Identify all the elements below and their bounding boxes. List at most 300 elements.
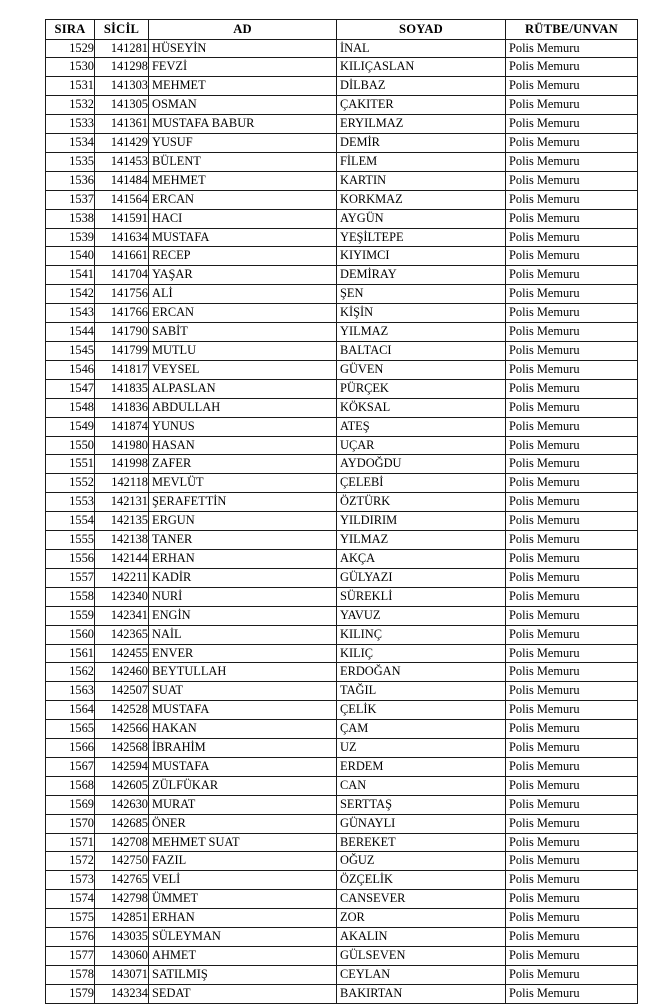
cell-soyad: ZOR: [337, 909, 506, 928]
table-row: [46, 455, 638, 474]
cell-rutbe: Polis Memuru: [506, 984, 638, 1003]
cell-soyad: YAVUZ: [337, 606, 506, 625]
cell-sicil: 142851: [95, 909, 149, 928]
cell-sicil: 143035: [95, 928, 149, 947]
column-header-rutbe: RÜTBE/UNVAN: [506, 20, 638, 40]
table-row: [46, 833, 638, 852]
cell-sicil: 141799: [95, 342, 149, 361]
cell-ad: ÜMMET: [149, 890, 337, 909]
cell-sicil: 142455: [95, 644, 149, 663]
table-row: [46, 77, 638, 96]
cell-sira: 1557: [46, 568, 95, 587]
cell-sira: 1572: [46, 852, 95, 871]
cell-sira: 1577: [46, 947, 95, 966]
cell-ad: VEYSEL: [149, 360, 337, 379]
cell-sira: 1552: [46, 474, 95, 493]
cell-rutbe: Polis Memuru: [506, 739, 638, 758]
cell-sicil: 142460: [95, 663, 149, 682]
table-row: [46, 587, 638, 606]
cell-soyad: ÖZTÜRK: [337, 493, 506, 512]
cell-sicil: 142507: [95, 682, 149, 701]
cell-soyad: ERYILMAZ: [337, 115, 506, 134]
cell-ad: MUTLU: [149, 342, 337, 361]
cell-soyad: BALTACI: [337, 342, 506, 361]
table-row: [46, 644, 638, 663]
cell-soyad: GÜVEN: [337, 360, 506, 379]
cell-ad: MEVLÜT: [149, 474, 337, 493]
table-row: [46, 58, 638, 77]
table-row: [46, 39, 638, 58]
cell-rutbe: Polis Memuru: [506, 890, 638, 909]
cell-soyad: GÜLSEVEN: [337, 947, 506, 966]
cell-sira: 1530: [46, 58, 95, 77]
cell-rutbe: Polis Memuru: [506, 871, 638, 890]
cell-sicil: 142341: [95, 606, 149, 625]
cell-rutbe: Polis Memuru: [506, 757, 638, 776]
table-row: [46, 360, 638, 379]
cell-rutbe: Polis Memuru: [506, 171, 638, 190]
cell-sicil: 142568: [95, 739, 149, 758]
cell-sira: 1564: [46, 701, 95, 720]
cell-sicil: 142118: [95, 474, 149, 493]
cell-sira: 1569: [46, 795, 95, 814]
cell-soyad: KARTIN: [337, 171, 506, 190]
cell-sira: 1567: [46, 757, 95, 776]
cell-rutbe: Polis Memuru: [506, 682, 638, 701]
table-row: [46, 493, 638, 512]
cell-soyad: PÜRÇEK: [337, 379, 506, 398]
cell-ad: ALPASLAN: [149, 379, 337, 398]
table-row: [46, 152, 638, 171]
cell-rutbe: Polis Memuru: [506, 152, 638, 171]
cell-sicil: 141836: [95, 398, 149, 417]
cell-sira: 1534: [46, 134, 95, 153]
cell-sira: 1579: [46, 984, 95, 1003]
cell-sicil: 142750: [95, 852, 149, 871]
cell-rutbe: Polis Memuru: [506, 947, 638, 966]
table-row: [46, 568, 638, 587]
cell-soyad: BEREKET: [337, 833, 506, 852]
table-row: [46, 795, 638, 814]
cell-ad: KADİR: [149, 568, 337, 587]
cell-ad: AHMET: [149, 947, 337, 966]
cell-sicil: 141817: [95, 360, 149, 379]
cell-ad: MURAT: [149, 795, 337, 814]
cell-rutbe: Polis Memuru: [506, 266, 638, 285]
table-row: [46, 606, 638, 625]
cell-ad: MEHMET: [149, 77, 337, 96]
cell-sicil: 141298: [95, 58, 149, 77]
cell-ad: MEHMET SUAT: [149, 833, 337, 852]
cell-rutbe: Polis Memuru: [506, 852, 638, 871]
cell-rutbe: Polis Memuru: [506, 928, 638, 947]
cell-sira: 1544: [46, 323, 95, 342]
cell-sira: 1543: [46, 304, 95, 323]
table-row: [46, 115, 638, 134]
cell-ad: MUSTAFA: [149, 228, 337, 247]
table-row: [46, 531, 638, 550]
document-page: [45, 19, 637, 1004]
table-row: [46, 304, 638, 323]
cell-soyad: DİLBAZ: [337, 77, 506, 96]
cell-ad: HASAN: [149, 436, 337, 455]
cell-ad: HÜSEYİN: [149, 39, 337, 58]
cell-ad: HACI: [149, 209, 337, 228]
cell-sira: 1554: [46, 512, 95, 531]
cell-sira: 1536: [46, 171, 95, 190]
cell-ad: ERCAN: [149, 190, 337, 209]
cell-ad: ERGUN: [149, 512, 337, 531]
cell-rutbe: Polis Memuru: [506, 587, 638, 606]
cell-ad: SEDAT: [149, 984, 337, 1003]
cell-rutbe: Polis Memuru: [506, 96, 638, 115]
cell-ad: YUSUF: [149, 134, 337, 153]
cell-ad: VELİ: [149, 871, 337, 890]
cell-ad: ERHAN: [149, 909, 337, 928]
table-row: [46, 379, 638, 398]
table-row: [46, 852, 638, 871]
cell-ad: ŞERAFETTİN: [149, 493, 337, 512]
cell-soyad: CEYLAN: [337, 965, 506, 984]
cell-sira: 1574: [46, 890, 95, 909]
table-row: [46, 134, 638, 153]
cell-sicil: 142144: [95, 549, 149, 568]
cell-rutbe: Polis Memuru: [506, 455, 638, 474]
table-row: [46, 720, 638, 739]
cell-sira: 1563: [46, 682, 95, 701]
table-row: [46, 209, 638, 228]
cell-rutbe: Polis Memuru: [506, 833, 638, 852]
cell-soyad: BAKIRTAN: [337, 984, 506, 1003]
cell-rutbe: Polis Memuru: [506, 720, 638, 739]
cell-sira: 1578: [46, 965, 95, 984]
cell-sicil: 142365: [95, 625, 149, 644]
table-row: [46, 171, 638, 190]
cell-soyad: ŞEN: [337, 285, 506, 304]
cell-rutbe: Polis Memuru: [506, 77, 638, 96]
cell-ad: NURİ: [149, 587, 337, 606]
cell-sira: 1550: [46, 436, 95, 455]
cell-soyad: KILIÇ: [337, 644, 506, 663]
cell-sira: 1535: [46, 152, 95, 171]
table-row: [46, 512, 638, 531]
cell-soyad: GÜLYAZI: [337, 568, 506, 587]
table-row: [46, 549, 638, 568]
cell-sicil: 142528: [95, 701, 149, 720]
cell-sicil: 141305: [95, 96, 149, 115]
cell-soyad: GÜNAYLI: [337, 814, 506, 833]
table-row: [46, 285, 638, 304]
cell-sira: 1556: [46, 549, 95, 568]
cell-sicil: 141484: [95, 171, 149, 190]
cell-sicil: 142138: [95, 531, 149, 550]
cell-rutbe: Polis Memuru: [506, 663, 638, 682]
cell-sira: 1568: [46, 776, 95, 795]
cell-ad: SUAT: [149, 682, 337, 701]
cell-sicil: 142594: [95, 757, 149, 776]
cell-sicil: 143060: [95, 947, 149, 966]
table-row: [46, 928, 638, 947]
cell-sira: 1545: [46, 342, 95, 361]
table-row: [46, 266, 638, 285]
cell-soyad: ÖZÇELİK: [337, 871, 506, 890]
cell-soyad: KILIÇASLAN: [337, 58, 506, 77]
cell-rutbe: Polis Memuru: [506, 436, 638, 455]
cell-sira: 1561: [46, 644, 95, 663]
cell-sira: 1542: [46, 285, 95, 304]
cell-rutbe: Polis Memuru: [506, 115, 638, 134]
cell-soyad: KORKMAZ: [337, 190, 506, 209]
cell-rutbe: Polis Memuru: [506, 247, 638, 266]
cell-sicil: 141835: [95, 379, 149, 398]
cell-sira: 1532: [46, 96, 95, 115]
cell-sicil: 143071: [95, 965, 149, 984]
cell-rutbe: Polis Memuru: [506, 512, 638, 531]
table-row: [46, 776, 638, 795]
cell-sira: 1546: [46, 360, 95, 379]
cell-sira: 1540: [46, 247, 95, 266]
cell-sira: 1553: [46, 493, 95, 512]
column-header-soyad: SOYAD: [337, 20, 506, 40]
cell-soyad: KİŞİN: [337, 304, 506, 323]
cell-soyad: YILMAZ: [337, 323, 506, 342]
cell-sicil: 141874: [95, 417, 149, 436]
cell-rutbe: Polis Memuru: [506, 134, 638, 153]
cell-ad: ALİ: [149, 285, 337, 304]
cell-rutbe: Polis Memuru: [506, 568, 638, 587]
cell-sira: 1548: [46, 398, 95, 417]
cell-soyad: TAĞIL: [337, 682, 506, 701]
cell-ad: SÜLEYMAN: [149, 928, 337, 947]
table-header-row: [46, 20, 638, 40]
cell-rutbe: Polis Memuru: [506, 965, 638, 984]
cell-sicil: 141303: [95, 77, 149, 96]
cell-ad: ERHAN: [149, 549, 337, 568]
cell-soyad: AYDOĞDU: [337, 455, 506, 474]
cell-soyad: ATEŞ: [337, 417, 506, 436]
cell-soyad: ERDEM: [337, 757, 506, 776]
cell-sira: 1576: [46, 928, 95, 947]
table-row: [46, 190, 638, 209]
column-header-ad: AD: [149, 20, 337, 40]
table-row: [46, 984, 638, 1003]
cell-sicil: 142708: [95, 833, 149, 852]
cell-ad: ERCAN: [149, 304, 337, 323]
cell-ad: MUSTAFA: [149, 757, 337, 776]
cell-rutbe: Polis Memuru: [506, 190, 638, 209]
cell-sicil: 141980: [95, 436, 149, 455]
cell-sicil: 141591: [95, 209, 149, 228]
cell-sicil: 142765: [95, 871, 149, 890]
cell-sicil: 142630: [95, 795, 149, 814]
cell-soyad: ÇELİK: [337, 701, 506, 720]
cell-rutbe: Polis Memuru: [506, 776, 638, 795]
cell-sira: 1547: [46, 379, 95, 398]
cell-sira: 1566: [46, 739, 95, 758]
cell-rutbe: Polis Memuru: [506, 417, 638, 436]
cell-sicil: 143234: [95, 984, 149, 1003]
cell-ad: MEHMET: [149, 171, 337, 190]
column-header-sira: SIRA: [46, 20, 95, 40]
cell-rutbe: Polis Memuru: [506, 285, 638, 304]
table-row: [46, 909, 638, 928]
cell-rutbe: Polis Memuru: [506, 323, 638, 342]
cell-sicil: 141361: [95, 115, 149, 134]
cell-sira: 1538: [46, 209, 95, 228]
cell-sira: 1533: [46, 115, 95, 134]
table-row: [46, 890, 638, 909]
cell-ad: SATILMIŞ: [149, 965, 337, 984]
cell-sicil: 141661: [95, 247, 149, 266]
table-row: [46, 663, 638, 682]
cell-soyad: SÜREKLİ: [337, 587, 506, 606]
cell-sira: 1549: [46, 417, 95, 436]
cell-soyad: AKÇA: [337, 549, 506, 568]
cell-ad: ÖNER: [149, 814, 337, 833]
cell-soyad: CANSEVER: [337, 890, 506, 909]
cell-rutbe: Polis Memuru: [506, 209, 638, 228]
table-row: [46, 342, 638, 361]
cell-sicil: 142211: [95, 568, 149, 587]
cell-sicil: 141429: [95, 134, 149, 153]
cell-ad: TANER: [149, 531, 337, 550]
cell-soyad: DEMİR: [337, 134, 506, 153]
cell-sira: 1559: [46, 606, 95, 625]
cell-rutbe: Polis Memuru: [506, 228, 638, 247]
table-row: [46, 871, 638, 890]
cell-ad: FEVZİ: [149, 58, 337, 77]
table-row: [46, 323, 638, 342]
personnel-roster-table: [45, 19, 638, 1004]
cell-ad: MUSTAFA: [149, 701, 337, 720]
cell-sicil: 142135: [95, 512, 149, 531]
cell-ad: YUNUS: [149, 417, 337, 436]
cell-soyad: FİLEM: [337, 152, 506, 171]
cell-ad: ENGİN: [149, 606, 337, 625]
table-header: [46, 20, 638, 40]
cell-soyad: CAN: [337, 776, 506, 795]
cell-soyad: YEŞİLTEPE: [337, 228, 506, 247]
cell-soyad: KÖKSAL: [337, 398, 506, 417]
cell-soyad: YILDIRIM: [337, 512, 506, 531]
table-row: [46, 247, 638, 266]
cell-rutbe: Polis Memuru: [506, 398, 638, 417]
cell-rutbe: Polis Memuru: [506, 644, 638, 663]
cell-soyad: ÇAKITER: [337, 96, 506, 115]
cell-soyad: İNAL: [337, 39, 506, 58]
cell-sira: 1555: [46, 531, 95, 550]
table-row: [46, 947, 638, 966]
cell-sicil: 141704: [95, 266, 149, 285]
cell-sicil: 142798: [95, 890, 149, 909]
cell-ad: HAKAN: [149, 720, 337, 739]
cell-rutbe: Polis Memuru: [506, 549, 638, 568]
table-row: [46, 417, 638, 436]
cell-sira: 1529: [46, 39, 95, 58]
cell-sicil: 141766: [95, 304, 149, 323]
cell-rutbe: Polis Memuru: [506, 493, 638, 512]
cell-ad: SABİT: [149, 323, 337, 342]
table-row: [46, 398, 638, 417]
cell-ad: BEYTULLAH: [149, 663, 337, 682]
cell-sicil: 141998: [95, 455, 149, 474]
cell-soyad: DEMİRAY: [337, 266, 506, 285]
cell-soyad: SERTTAŞ: [337, 795, 506, 814]
cell-ad: OSMAN: [149, 96, 337, 115]
cell-ad: ZÜLFÜKAR: [149, 776, 337, 795]
cell-rutbe: Polis Memuru: [506, 606, 638, 625]
cell-soyad: KIYIMCI: [337, 247, 506, 266]
cell-sicil: 142131: [95, 493, 149, 512]
cell-sicil: 142340: [95, 587, 149, 606]
cell-rutbe: Polis Memuru: [506, 625, 638, 644]
table-row: [46, 701, 638, 720]
cell-sira: 1539: [46, 228, 95, 247]
table-row: [46, 757, 638, 776]
cell-rutbe: Polis Memuru: [506, 531, 638, 550]
cell-rutbe: Polis Memuru: [506, 909, 638, 928]
cell-sira: 1565: [46, 720, 95, 739]
cell-sicil: 142605: [95, 776, 149, 795]
cell-soyad: ERDOĞAN: [337, 663, 506, 682]
table-row: [46, 814, 638, 833]
cell-rutbe: Polis Memuru: [506, 360, 638, 379]
cell-ad: ABDULLAH: [149, 398, 337, 417]
cell-soyad: KILINÇ: [337, 625, 506, 644]
cell-rutbe: Polis Memuru: [506, 304, 638, 323]
cell-rutbe: Polis Memuru: [506, 701, 638, 720]
table-row: [46, 228, 638, 247]
table-row: [46, 474, 638, 493]
table-row: [46, 96, 638, 115]
cell-soyad: ÇAM: [337, 720, 506, 739]
cell-rutbe: Polis Memuru: [506, 39, 638, 58]
cell-rutbe: Polis Memuru: [506, 474, 638, 493]
cell-sira: 1575: [46, 909, 95, 928]
cell-sira: 1558: [46, 587, 95, 606]
cell-rutbe: Polis Memuru: [506, 795, 638, 814]
cell-sicil: 142685: [95, 814, 149, 833]
cell-sicil: 141281: [95, 39, 149, 58]
cell-sicil: 141790: [95, 323, 149, 342]
cell-ad: MUSTAFA BABUR: [149, 115, 337, 134]
cell-ad: RECEP: [149, 247, 337, 266]
cell-sicil: 141756: [95, 285, 149, 304]
cell-soyad: YILMAZ: [337, 531, 506, 550]
cell-soyad: ÇELEBİ: [337, 474, 506, 493]
cell-ad: YAŞAR: [149, 266, 337, 285]
cell-soyad: AKALIN: [337, 928, 506, 947]
cell-rutbe: Polis Memuru: [506, 58, 638, 77]
cell-ad: BÜLENT: [149, 152, 337, 171]
cell-sicil: 141453: [95, 152, 149, 171]
cell-ad: İBRAHİM: [149, 739, 337, 758]
cell-soyad: UÇAR: [337, 436, 506, 455]
cell-soyad: AYGÜN: [337, 209, 506, 228]
cell-ad: NAİL: [149, 625, 337, 644]
table-row: [46, 965, 638, 984]
cell-sira: 1551: [46, 455, 95, 474]
cell-sira: 1537: [46, 190, 95, 209]
cell-ad: ENVER: [149, 644, 337, 663]
cell-soyad: OĞUZ: [337, 852, 506, 871]
cell-sira: 1541: [46, 266, 95, 285]
cell-ad: FAZIL: [149, 852, 337, 871]
cell-soyad: UZ: [337, 739, 506, 758]
cell-sira: 1562: [46, 663, 95, 682]
cell-rutbe: Polis Memuru: [506, 814, 638, 833]
table-body: [46, 39, 638, 1003]
